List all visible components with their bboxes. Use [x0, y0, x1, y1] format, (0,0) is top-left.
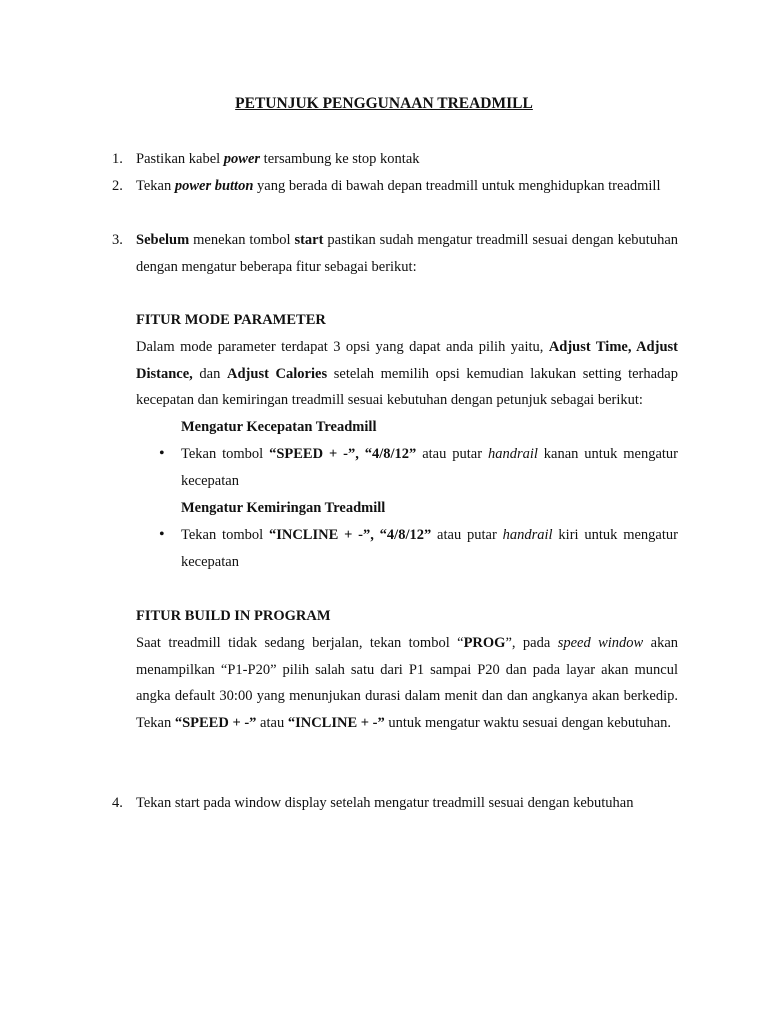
build-in-program-heading: FITUR BUILD IN PROGRAM: [136, 608, 331, 624]
incline-bullet-text: Tekan tombol “INCLINE + -”, “4/8/12” atau putar handrail kiri untuk mengatur kecepatan: [181, 527, 678, 570]
step-2-number: 2.: [112, 178, 123, 194]
step-2-text: Tekan power button yang berada di bawah depan treadmill untuk menghidupkan treadmill: [136, 178, 661, 194]
mode-parameter-text: Dalam mode parameter terdapat 3 opsi yang dapat anda pilih yaitu, Adjust Time, Adjust Distance, dan Adjust Calories setelah memilih opsi kemudian lakukan setting terhadap kecepatan dan kemiringan treadmill sesuai kebutuhan dengan petunjuk sebagai berikut:: [136, 339, 678, 409]
incline-bullet: •: [159, 526, 165, 543]
step-3-text: Sebelum menekan tombol start pastikan sudah mengatur treadmill sesuai dengan kebutuhan dengan mengatur beberapa fitur sebagai berikut:: [136, 232, 679, 275]
document-title: PETUNJUK PENGGUNAAN TREADMILL: [235, 95, 533, 112]
step-1-text: Pastikan kabel power tersambung ke stop kontak: [136, 151, 420, 167]
build-in-program-text: Saat treadmill tidak sedang berjalan, tekan tombol “PROG”, pada speed window akan menampilkan “P1-P20” pilih salah satu dari P1 sampai P20 dan pada layar akan muncul angka default 30:00 yang menunjukan durasi dalam menit dan dan angkanya akan berkedip. Tekan “SPEED + -” atau “INCLINE + -” untuk mengatur waktu sesuai dengan kebutuhan.: [136, 635, 679, 732]
speed-bullet: •: [159, 445, 165, 462]
step-4-text: Tekan start pada window display setelah mengatur treadmill sesuai dengan kebutuhan: [136, 795, 634, 811]
speed-subheading: Mengatur Kecepatan Treadmill: [181, 419, 377, 435]
incline-subheading: Mengatur Kemiringan Treadmill: [181, 500, 386, 516]
step-4-number: 4.: [112, 795, 123, 811]
step-1-number: 1.: [112, 151, 123, 167]
speed-bullet-text: Tekan tombol “SPEED + -”, “4/8/12” atau putar handrail kanan untuk mengatur kecepatan: [181, 446, 678, 489]
step-3-number: 3.: [112, 232, 123, 248]
mode-parameter-heading: FITUR MODE PARAMETER: [136, 312, 326, 328]
